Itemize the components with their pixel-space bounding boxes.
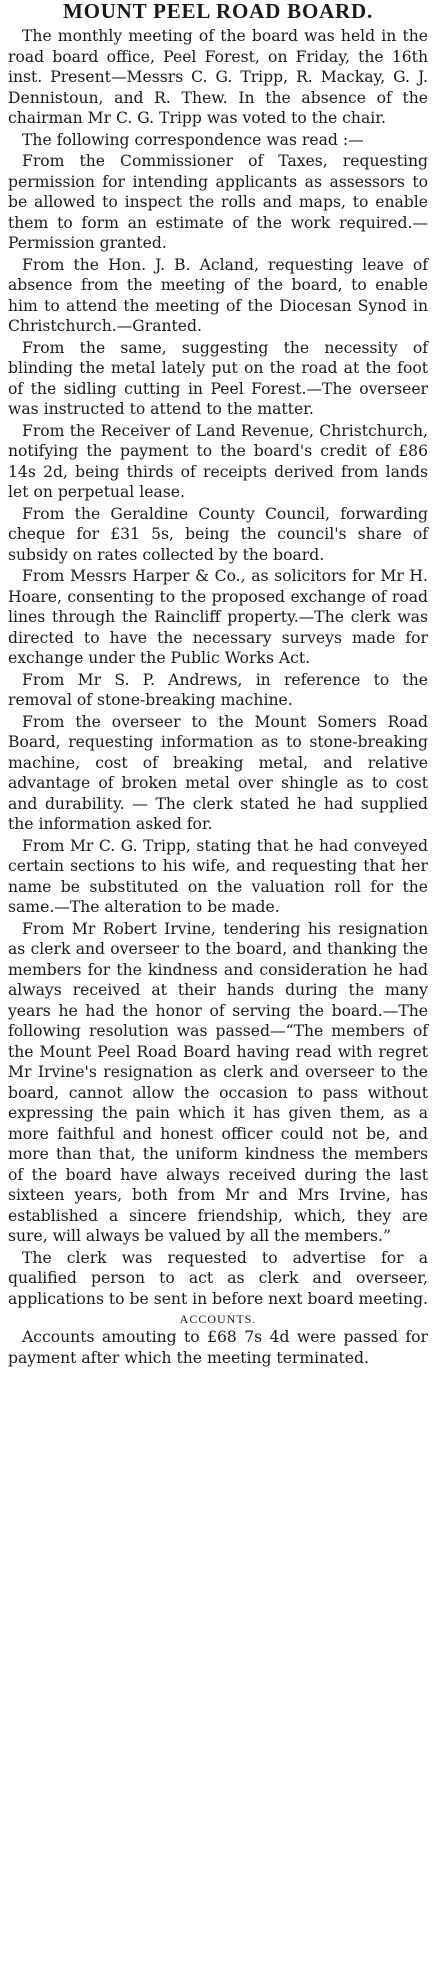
paragraph-harper-solicitors: From Messrs Harper & Co., as solicitors for Mr H. Hoare, consenting to the proposed exchange of road lines through the Raincliff property.—The clerk was directed to have the necessary surveys made for exchange under the Public Works Act.: [8, 567, 428, 667]
paragraph-tripp-sections: From Mr C. G. Tripp, stating that he had conveyed certain sections to his wife, and requesting that her name be substituted on the valuation roll for the same.—The alteration to be made.: [8, 836, 428, 916]
paragraph-meeting-attendance: The monthly meeting of the board was held in the road board office, Peel Forest, on Friday, the 16th inst. Present—Messrs C. G. Tripp, R. Mackay, G. J. Dennistoun, and R. Thew. In the absence of the chairman Mr C. G. Tripp was voted to the chair.: [8, 27, 428, 127]
paragraph-irvine-resignation: From Mr Robert Irvine, tendering his resignation as clerk and overseer to the board, and thanking the members for the kindness and consideration he had always received at their hands during the many years he had the honor of serving the board.—The following resolution was passed—“The members of the Mount Peel Road Board having read with regret Mr Irvine's resignation as clerk and overseer to the board, cannot allow the occasion to pass without expressing the pain which it has given them, as a more faithful and honest officer could not be, and more than that, the uniform kindness the members of the board have always received during the last sixteen years, both from Mr and Mrs Irvine, has established a sincere friendship, which, they are sure, will always be valued by all the members.”: [8, 919, 428, 1245]
paragraph-accounts: Accounts amouting to £68 7s 4d were passed for payment after which the meeting terminated.: [8, 1328, 428, 1367]
paragraph-andrews: From Mr S. P. Andrews, in reference to the removal of stone-breaking machine.: [8, 670, 428, 709]
paragraph-blinding-metal: From the same, suggesting the necessity of blinding the metal lately put on the road at the foot of the sidling cutting in Peel Forest.—The overseer was instructed to attend to the matter.: [8, 338, 428, 418]
article-headline: MOUNT PEEL ROAD BOARD.: [62, 0, 374, 23]
paragraph-land-revenue: From the Receiver of Land Revenue, Christchurch, notifying the payment to the board's credit of £86 14s 2d, being thirds of receipts derived from lands let on perpetual lease.: [8, 421, 428, 501]
paragraph-county-council: From the Geraldine County Council, forwarding cheque for £31 5s, being the council's share of subsidy on rates collected by the board.: [8, 504, 428, 564]
paragraph-acland-leave: From the Hon. J. B. Acland, requesting leave of absence from the meeting of the board, to enable him to attend the meeting of the Diocesan Synod in Christchurch.—Granted.: [8, 255, 428, 335]
paragraph-mount-somers: From the overseer to the Mount Somers Road Board, requesting information as to stone-breaking machine, cost of breaking metal, and relative advantage of broken metal over shingle as to cost and durability. — The clerk stated he had supplied the information asked for.: [8, 712, 428, 833]
paragraph-advertise-clerk: The clerk was requested to advertise for a qualified person to act as clerk and overseer, applications to be sent in before next board meeting.: [8, 1248, 429, 1308]
paragraph-correspondence-intro: The following correspondence was read :—: [22, 130, 364, 149]
accounts-heading: ACCOUNTS.: [179, 1312, 257, 1326]
paragraph-commissioner-of-taxes: From the Commissioner of Taxes, requesting permission for intending applicants as assessors to be allowed to inspect the rolls and maps, to enable them to form an estimate of the work required.—Permission granted.: [8, 152, 428, 252]
